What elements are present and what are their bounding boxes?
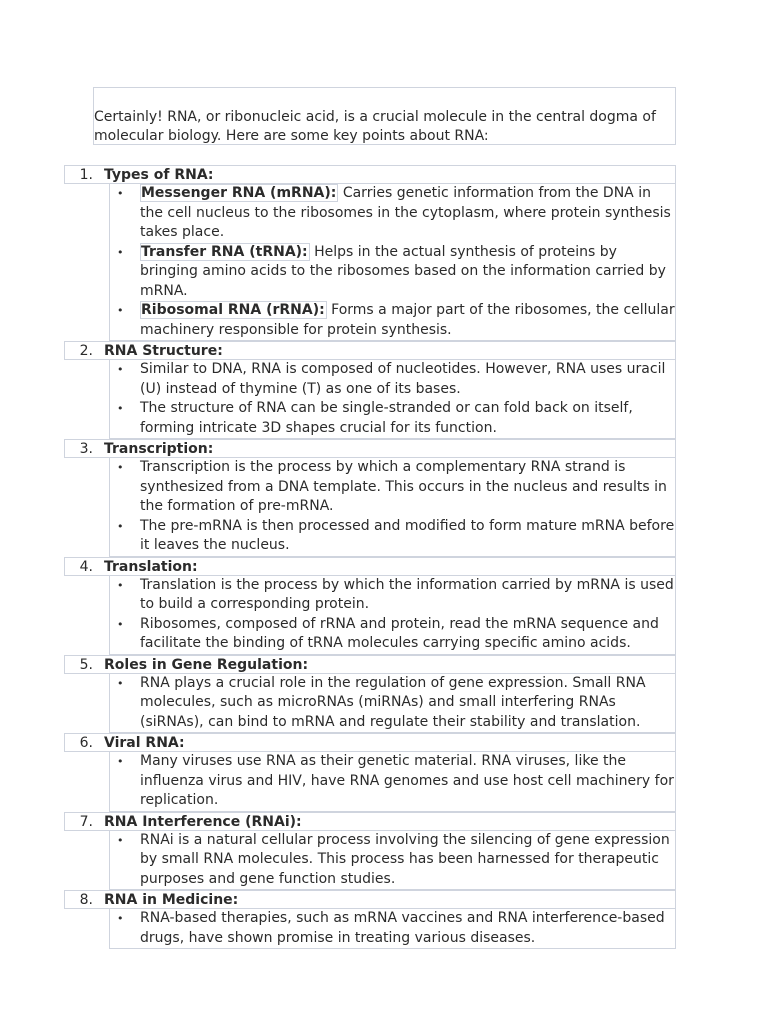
bullet-icon: • bbox=[117, 676, 124, 690]
bullet-item bbox=[110, 243, 675, 302]
list-number: 4. bbox=[79, 558, 93, 575]
list-number: 2. bbox=[79, 343, 93, 359]
bullet-icon: • bbox=[117, 755, 124, 768]
bullet-term: Ribosomal RNA (rRNA): bbox=[141, 302, 325, 318]
bullet-icon: • bbox=[117, 304, 124, 317]
bullet-icon: • bbox=[117, 187, 124, 200]
bullet-item bbox=[110, 301, 675, 340]
bullet-item bbox=[110, 517, 675, 556]
bullet-list bbox=[109, 576, 676, 655]
bullet-icon: • bbox=[117, 617, 124, 631]
section-title: RNA Structure: bbox=[104, 343, 223, 359]
bullet-list bbox=[109, 674, 676, 734]
section-heading bbox=[64, 439, 676, 458]
list-item bbox=[64, 557, 676, 655]
list-item bbox=[64, 733, 676, 812]
section-title: RNA in Medicine: bbox=[104, 892, 239, 908]
bullet-icon: • bbox=[117, 578, 124, 592]
section-heading bbox=[64, 165, 676, 184]
bullet-icon: • bbox=[117, 461, 124, 474]
list-item bbox=[64, 890, 676, 949]
section-title: Viral RNA: bbox=[104, 735, 185, 751]
bullet-item bbox=[110, 674, 675, 733]
bullet-text: Many viruses use RNA as their genetic material. RNA viruses, like the influenza virus and HIV, have RNA genomes and use host cell machinery for replication. bbox=[140, 753, 674, 808]
bullet-icon: • bbox=[117, 245, 124, 259]
bullet-text: Carries genetic information from the DNA in the cell nucleus to the ribosomes in the cytoplasm, where protein synthesis takes place. bbox=[140, 185, 671, 240]
list-item bbox=[64, 655, 676, 734]
bullet-text: Ribosomes, composed of rRNA and protein, read the mRNA sequence and facilitate the binding of tRNA molecules carrying specific amino acids. bbox=[140, 615, 659, 651]
list-item bbox=[64, 439, 676, 557]
section-heading bbox=[64, 812, 676, 831]
bullet-list bbox=[109, 752, 676, 812]
bullet-text: The structure of RNA can be single-stranded or can fold back on itself, forming intricate 3D shapes crucial for its function. bbox=[140, 400, 633, 436]
list-number: 7. bbox=[79, 813, 93, 830]
section-heading bbox=[64, 655, 676, 674]
bullet-text: RNAi is a natural cellular process involving the silencing of gene expression by small RNA molecules. This process has been harnessed for therapeutic purposes and gene function studies. bbox=[140, 831, 670, 887]
list-number: 3. bbox=[79, 441, 93, 457]
bullet-icon: • bbox=[117, 519, 124, 533]
list-number: 8. bbox=[79, 892, 93, 908]
list-number: 5. bbox=[79, 656, 93, 673]
list-item bbox=[64, 341, 676, 439]
bullet-item bbox=[110, 458, 675, 517]
bullet-item bbox=[110, 615, 675, 654]
bullet-item bbox=[110, 909, 675, 948]
bullet-item bbox=[110, 184, 675, 243]
bullet-list bbox=[109, 360, 676, 439]
bullet-icon: • bbox=[117, 363, 124, 376]
bullet-text: The pre-mRNA is then processed and modified to form mature mRNA before it leaves the nucleus. bbox=[140, 517, 675, 553]
bullet-item bbox=[110, 752, 675, 811]
list-number: 1. bbox=[79, 167, 93, 183]
bullet-item bbox=[110, 360, 675, 399]
bullet-list bbox=[109, 458, 676, 557]
bullet-text: Helps in the actual synthesis of proteins by bringing amino acids to the ribosomes based on the information carried by mRNA. bbox=[140, 243, 666, 299]
bullet-icon: • bbox=[117, 402, 124, 415]
bullet-text: Forms a major part of the ribosomes, the cellular machinery responsible for protein synthesis. bbox=[140, 302, 675, 338]
bullet-item bbox=[110, 399, 675, 438]
bullet-text: RNA-based therapies, such as mRNA vaccines and RNA interference-based drugs, have shown promise in treating various diseases. bbox=[140, 910, 665, 946]
bullet-term: Messenger RNA (mRNA): bbox=[141, 185, 337, 201]
intro-paragraph: Certainly! RNA, or ribonucleic acid, is a crucial molecule in the central dogma of molecular biology. Here are some key points about RNA: bbox=[93, 87, 676, 145]
bullet-term: Transfer RNA (tRNA): bbox=[141, 243, 308, 260]
list-number: 6. bbox=[79, 735, 93, 751]
bullet-list bbox=[109, 909, 676, 949]
bullet-text: Transcription is the process by which a complementary RNA strand is synthesized from a DNA template. This occurs in the nucleus and results in the formation of pre-mRNA. bbox=[140, 459, 667, 514]
bullet-item bbox=[110, 831, 675, 890]
section-title: Transcription: bbox=[104, 441, 214, 457]
section-heading bbox=[64, 557, 676, 576]
list-item bbox=[64, 812, 676, 891]
section-heading bbox=[64, 733, 676, 752]
section-heading bbox=[64, 890, 676, 909]
bullet-text: Similar to DNA, RNA is composed of nucleotides. However, RNA uses uracil (U) instead of thymine (T) as one of its bases. bbox=[140, 361, 666, 397]
bullet-icon: • bbox=[117, 833, 124, 847]
bullet-text: RNA plays a crucial role in the regulation of gene expression. Small RNA molecules, such as microRNAs (miRNAs) and small interfering RNAs (siRNAs), can bind to mRNA and regulate their stability and translation. bbox=[140, 674, 646, 730]
bullet-icon: • bbox=[117, 912, 124, 925]
section-title: RNA Interference (RNAi): bbox=[104, 813, 302, 830]
list-item bbox=[64, 165, 676, 341]
bullet-list bbox=[109, 184, 676, 341]
bullet-text: Translation is the process by which the information carried by mRNA is used to build a corresponding protein. bbox=[140, 576, 674, 612]
section-title: Roles in Gene Regulation: bbox=[104, 656, 309, 673]
bullet-list bbox=[109, 831, 676, 891]
numbered-list bbox=[64, 165, 676, 949]
section-heading bbox=[64, 341, 676, 360]
section-title: Types of RNA: bbox=[104, 167, 214, 183]
bullet-item bbox=[110, 576, 675, 615]
section-title: Translation: bbox=[104, 558, 198, 575]
